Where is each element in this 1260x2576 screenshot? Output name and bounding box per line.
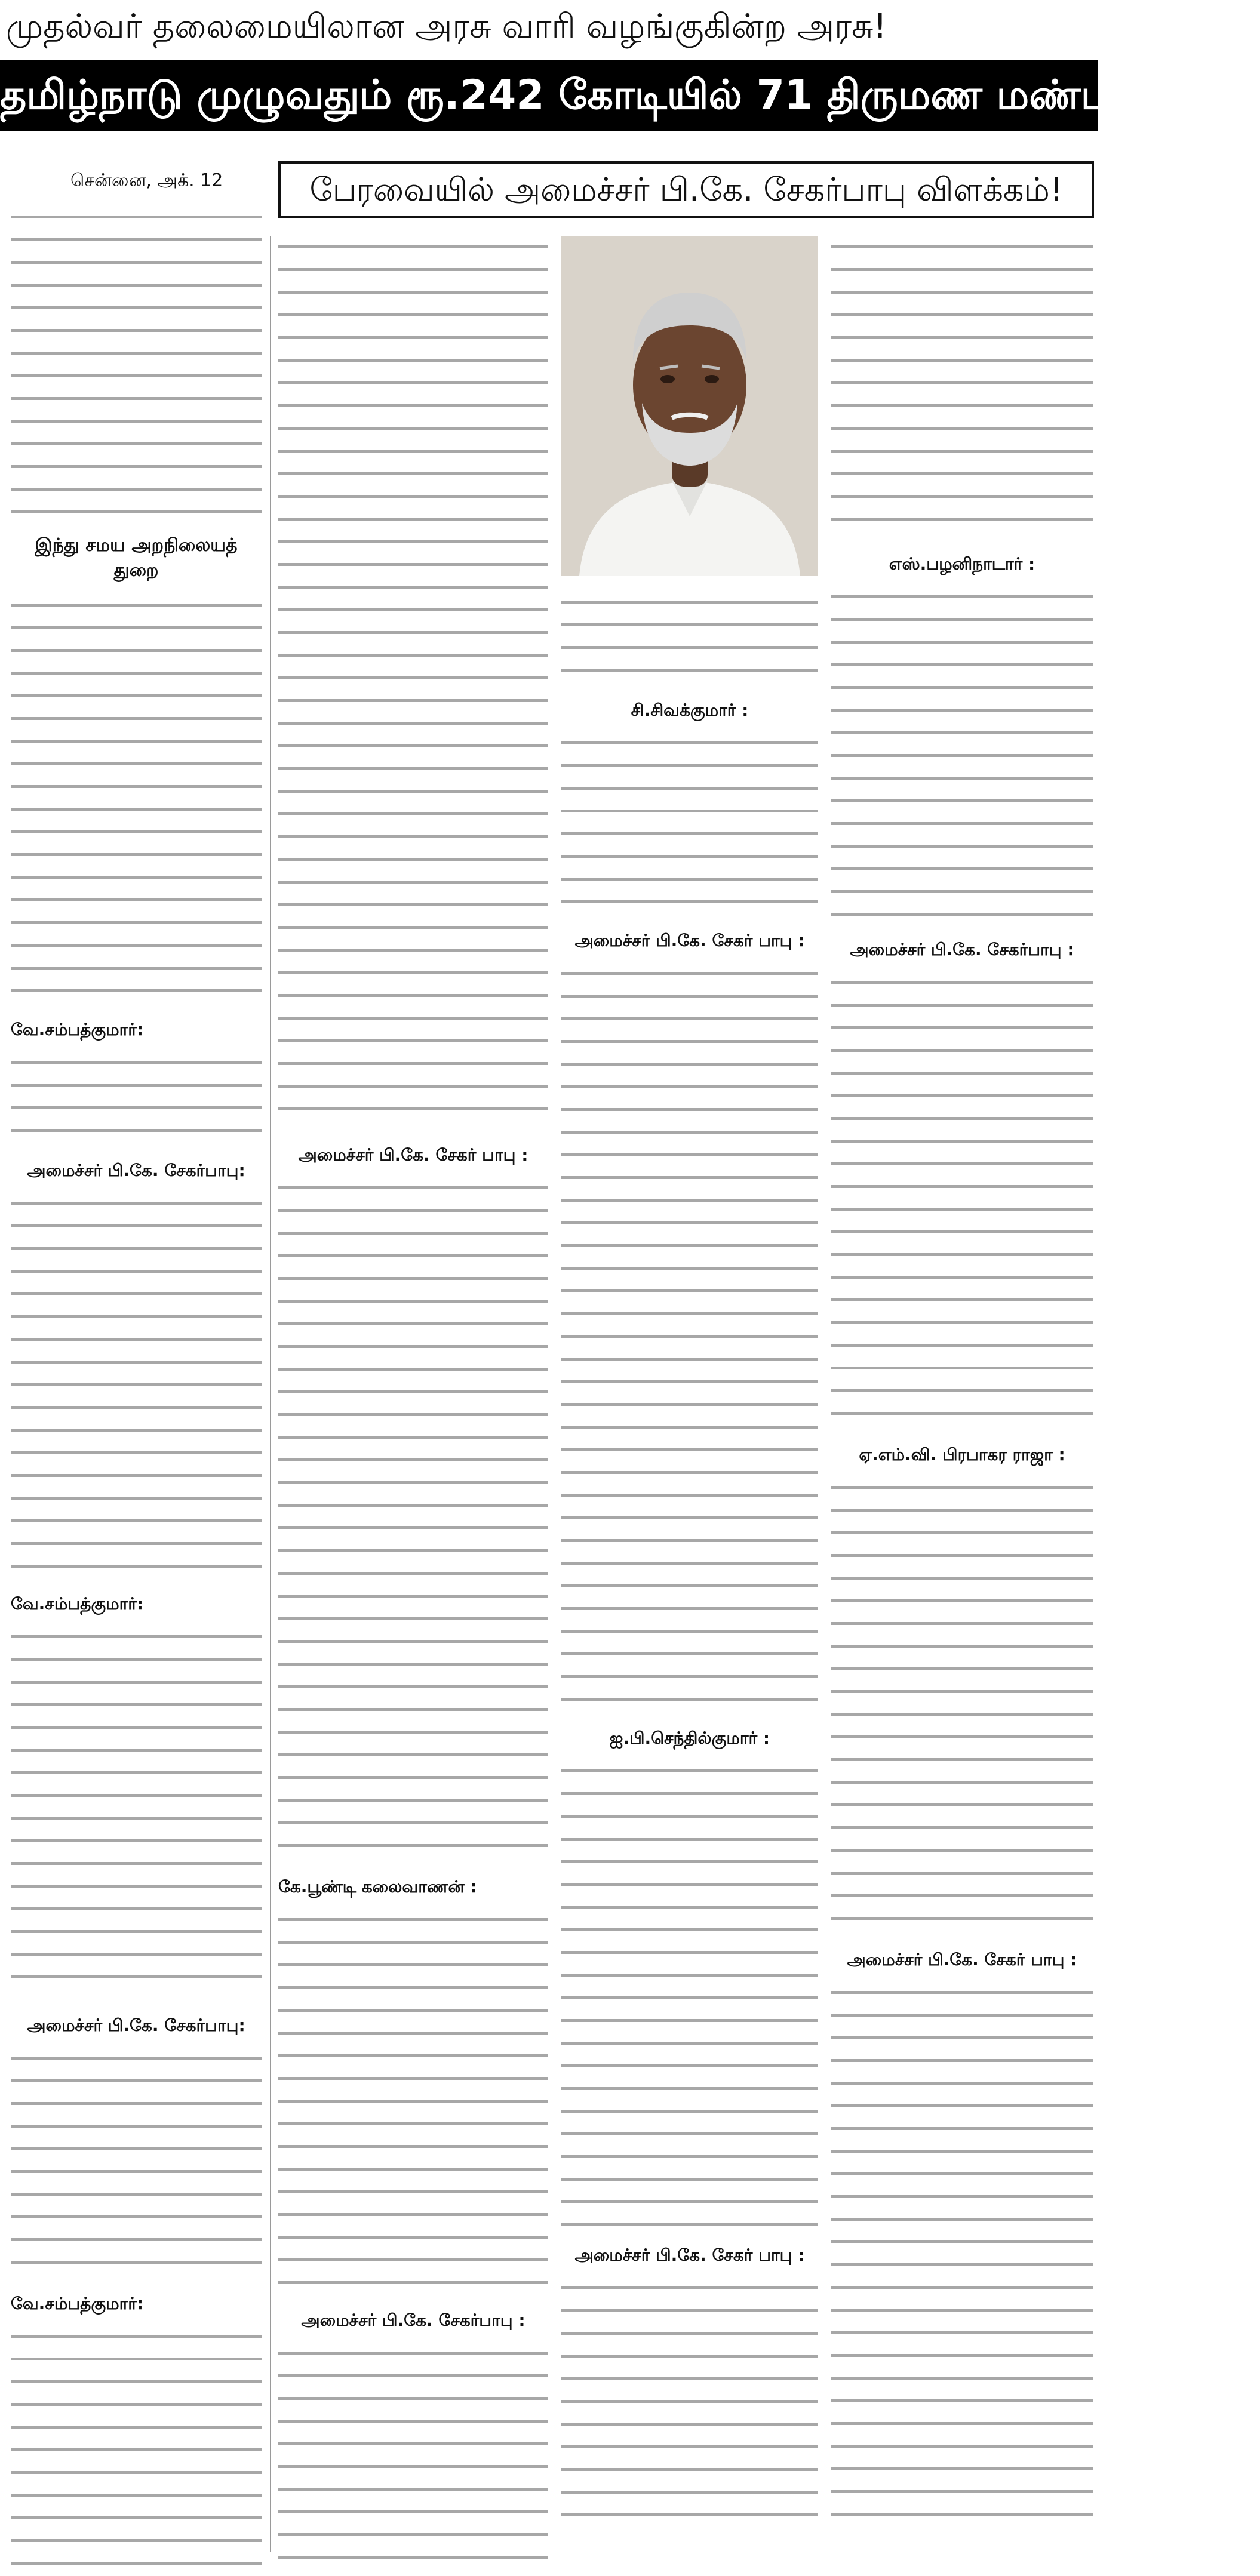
body-text-block <box>561 1760 818 2226</box>
speaker-label: அமைச்சர் பி.கே. சேகர் பாபு : <box>574 2245 805 2265</box>
speaker-label: வே.சம்பத்குமார்: <box>11 1020 144 1039</box>
kicker-line: முதல்வர் தலைமையிலான அரசு வாரி வழங்குகின்ற அரசு! <box>6 7 887 46</box>
speaker-label: அமைச்சர் பி.கே. சேகர் பாபு : <box>847 1950 1077 1969</box>
body-text-block <box>831 236 1093 534</box>
dateline: சென்னை, அக். 12 <box>70 170 223 191</box>
speaker-label: ஐ.பி.செந்தில்குமார் : <box>609 1728 770 1748</box>
section-heading: இந்து சமய அறநிலையத் துறை <box>35 535 238 581</box>
article-column-4 <box>831 236 1093 2555</box>
body-text-block <box>278 1177 548 1857</box>
article-column-2 <box>278 236 548 2555</box>
body-text-block <box>11 2325 262 2576</box>
body-text-block <box>831 1981 1093 2519</box>
speaker-label: அமைச்சர் பி.கே. சேகர் பாபு : <box>298 1145 528 1165</box>
article-column-1 <box>11 164 262 2555</box>
speaker-label: கே.பூண்டி கலைவாணன் : <box>278 1877 477 1897</box>
body-text-block <box>11 1192 262 1574</box>
speaker-label: வே.சம்பத்குமார்: <box>11 2294 144 2313</box>
headline: தமிழ்நாடு முழுவதும் ரூ.242 கோடியில் 71 திருமண மண்டபங்கள்! <box>0 60 1098 131</box>
article-column-3 <box>561 591 818 2555</box>
body-text-block <box>11 1051 262 1141</box>
speaker-label: ஏ.எம்.வி. பிரபாகர ராஜா : <box>859 1445 1065 1464</box>
speaker-label: அமைச்சர் பி.கே. சேகர்பாபு: <box>27 2015 245 2035</box>
portrait-photo <box>561 236 818 576</box>
speaker-label: எஸ்.பழனிநாடார் : <box>889 554 1035 574</box>
speaker-label: அமைச்சர் பி.கே. சேகர் பாபு : <box>574 931 805 950</box>
body-text-block <box>278 2342 548 2569</box>
body-text-block <box>831 971 1093 1425</box>
sub-banner: பேரவையில் அமைச்சர் பி.கே. சேகர்பாபு விளக்கம்! <box>278 161 1094 218</box>
speaker-label: வே.சம்பத்குமார்: <box>11 1594 144 1614</box>
body-text-block <box>561 732 818 911</box>
body-text-block <box>561 962 818 1709</box>
body-text-block <box>831 586 1093 920</box>
speaker-label: அமைச்சர் பி.கே. சேகர்பாபு : <box>850 940 1074 959</box>
body-text-block <box>561 2277 818 2528</box>
speaker-label: சி.சிவக்குமார் : <box>631 700 749 720</box>
speaker-label: அமைச்சர் பி.கே. சேகர்பாபு : <box>301 2310 525 2330</box>
column-divider <box>270 236 271 2552</box>
body-text-block <box>831 1476 1093 1930</box>
body-text-block <box>11 2047 262 2274</box>
body-text-block <box>278 236 548 1125</box>
body-text-block <box>11 594 262 1000</box>
body-text-block <box>11 1626 262 1996</box>
speaker-label: அமைச்சர் பி.கே. சேகர்பாபு: <box>27 1161 245 1180</box>
body-text-block <box>278 1909 548 2291</box>
body-text-block <box>561 591 818 681</box>
body-text-block <box>11 206 262 516</box>
